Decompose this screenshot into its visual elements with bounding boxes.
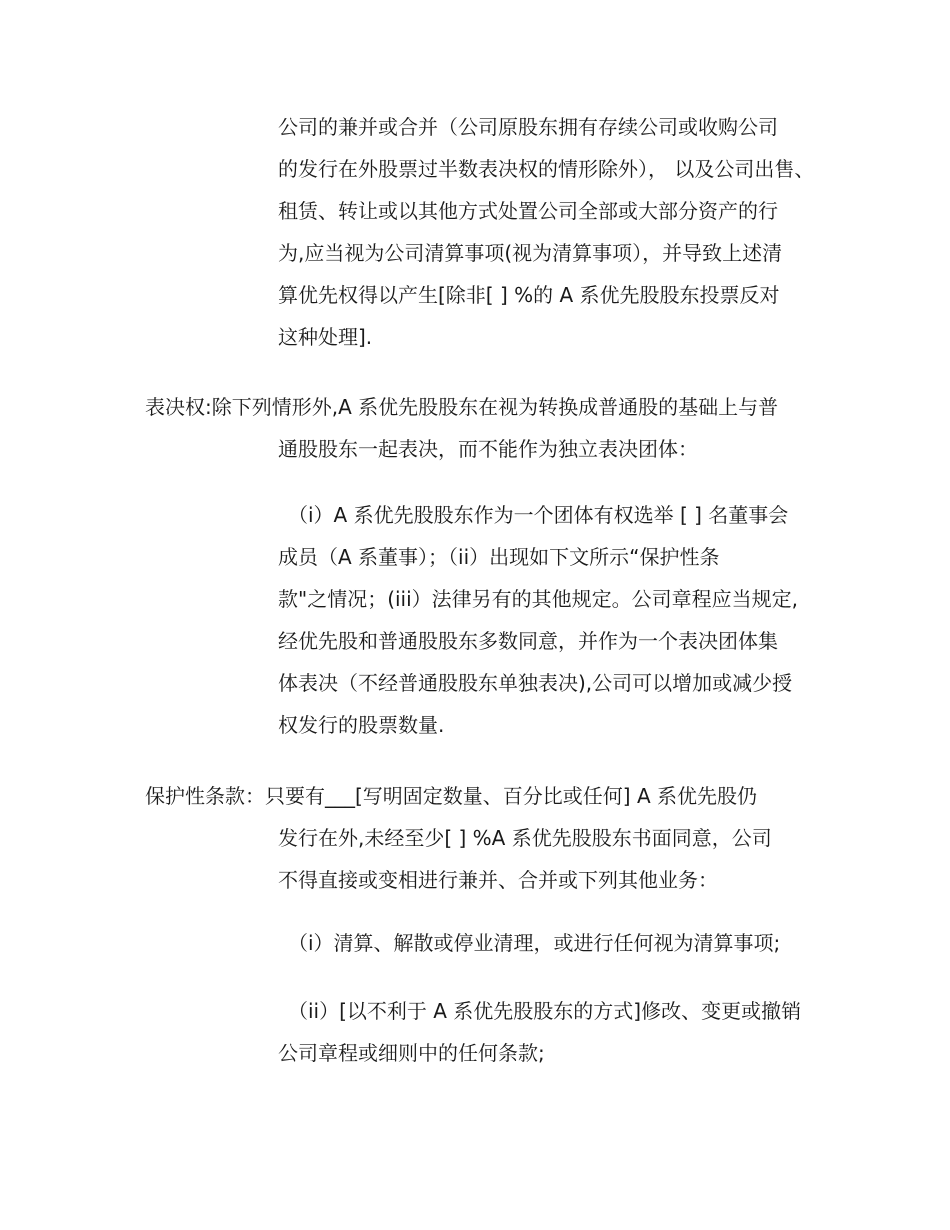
text-line: （ii）[以不利于 A 系优先股股东的方式]修改、变更或撤销 (288, 999, 802, 1023)
text-line: 权发行的股票数量. (278, 713, 445, 737)
merger-clause-paragraph (278, 106, 814, 358)
text-line: 公司章程或细则中的任何条款; (278, 1041, 545, 1065)
text-line: 为,应当视为公司清算事项(视为清算事项），并导致上述清 (278, 241, 783, 265)
text-line: 保护性条款：只要有___[写明固定数量、百分比或任何] A 系优先股仍 (145, 784, 758, 808)
text-line: 经优先股和普通股股东多数同意，并作为一个表决团体集 (278, 629, 778, 653)
text-line: 发行在外,未经至少[ ] %A 系优先股股东书面同意，公司 (278, 826, 772, 850)
voting-rights-heading-paragraph (145, 386, 778, 470)
text-line: 的发行在外股票过半数表决权的情形除外）， 以及公司出售、 (278, 157, 815, 181)
voting-rights-details-paragraph (278, 494, 798, 746)
text-line: （i）清算、解散或停业清理，或进行任何视为清算事项; (288, 931, 781, 955)
text-line: 这种处理]. (278, 325, 373, 349)
text-line: 通股股东一起表决，而不能作为独立表决团体： (278, 437, 698, 461)
text-line: 算优先权得以产生[除非[ ] %的 A 系优先股股东投票反对 (278, 283, 780, 307)
text-line: 体表决（不经普通股股东单独表决),公司可以增加或减少授 (278, 671, 793, 695)
text-line: （i）A 系优先股股东作为一个团体有权选举 [ ] 名董事会 (288, 503, 789, 527)
protective-provisions-paragraph (145, 775, 772, 901)
text-line: 不得直接或变相进行兼并、合并或下列其他业务： (278, 868, 718, 892)
text-line: 表决权:除下列情形外,A 系优先股股东在视为转换成普通股的基础上与普 (145, 395, 779, 419)
protective-item-i (278, 922, 780, 964)
text-line: 款"之情况；(iii）法律另有的其他规定。公司章程应当规定, (278, 587, 799, 611)
protective-item-ii (278, 990, 801, 1074)
text-line: 租赁、转让或以其他方式处置公司全部或大部分资产的行 (278, 199, 778, 223)
text-line: 公司的兼并或合并（公司原股东拥有存续公司或收购公司 (278, 115, 778, 139)
text-line: 成员（A 系董事）；（ii）出现如下文所示“保护性条 (278, 545, 720, 569)
